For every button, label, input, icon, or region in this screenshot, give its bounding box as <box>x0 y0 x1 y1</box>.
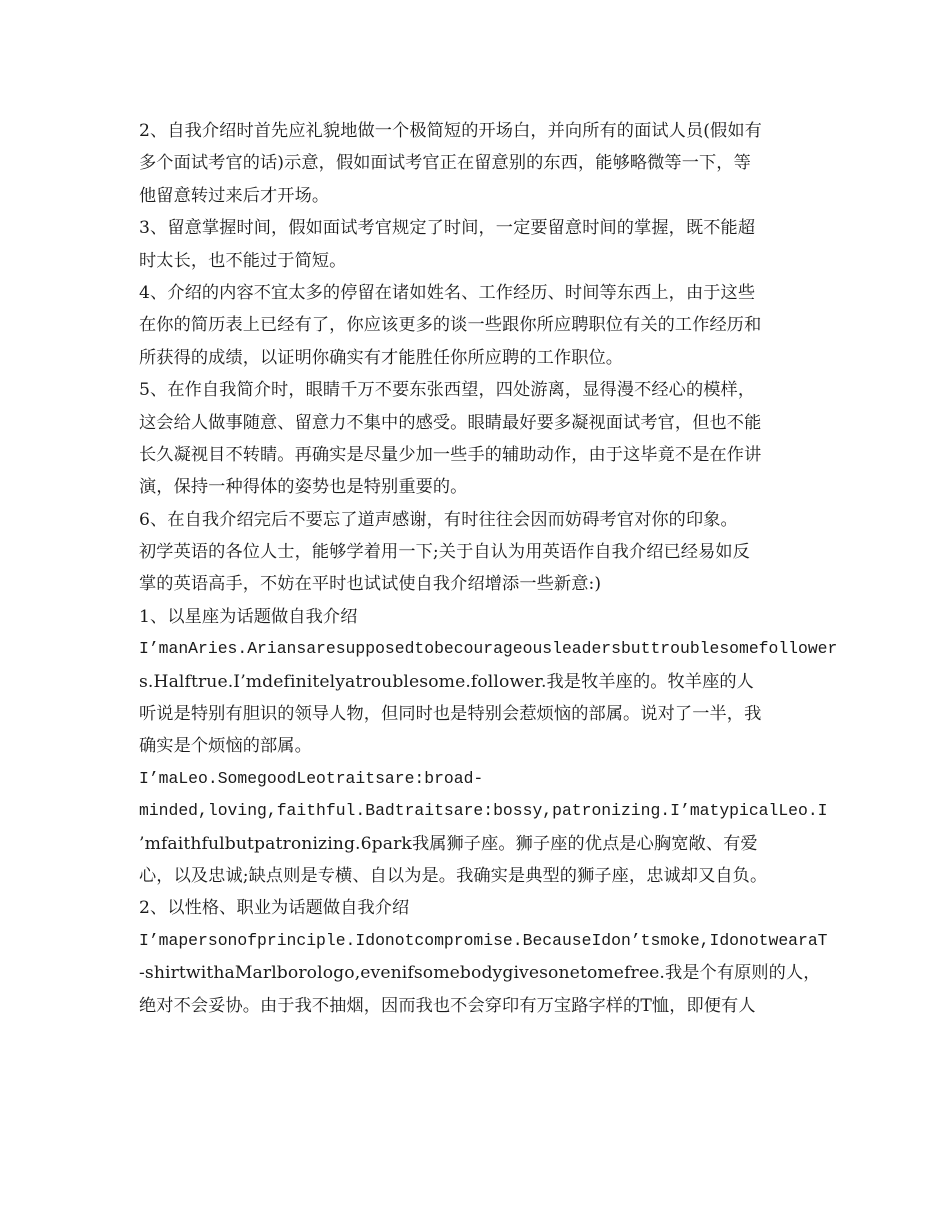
text-line: s.Halftrue.I’mdefinitelyatroublesome.follower.我是牧羊座的。牧羊座的人 <box>139 671 754 692</box>
text-line: 1、以星座为话题做自我介绍 <box>139 606 358 627</box>
text-line: 4、介绍的内容不宜太多的停留在诸如姓名、工作经历、时间等东西上，由于这些 <box>139 282 756 303</box>
text-line: 长久凝视目不转睛。再确实是尽量少加一些手的辅助动作，由于这毕竟不是在作讲 <box>139 444 762 465</box>
text-line: 初学英语的各位人士，能够学着用一下;关于自认为用英语作自我介绍已经易如反 <box>139 542 750 563</box>
text-line: 这会给人做事随意、留意力不集中的感受。眼睛最好要多凝视面试考官，但也不能 <box>139 412 762 433</box>
document-body <box>139 115 838 1022</box>
text-line: I’maLeo.SomegoodLeotraitsare:broad- <box>139 768 484 788</box>
text-line: 他留意转过来后才开场。 <box>139 185 330 206</box>
text-line: 在你的简历表上已经有了，你应该更多的谈一些跟你所应聘职位有关的工作经历和 <box>139 315 762 336</box>
text-line: 2、以性格、职业为话题做自我介绍 <box>139 898 410 919</box>
text-line: 心，以及忠诚;缺点则是专横、自以为是。我确实是典型的狮子座，忠诚却又自负。 <box>139 865 768 886</box>
text-line: 2、自我介绍时首先应礼貌地做一个极简短的开场白，并向所有的面试人员(假如有 <box>139 121 762 141</box>
text-line: 时太长，也不能过于简短。 <box>139 250 347 271</box>
text-line: 绝对不会妥协。由于我不抽烟，因而我也不会穿印有万宝路字样的T恤，即便有人 <box>139 995 756 1016</box>
text-line: 所获得的成绩，以证明你确实有才能胜任你所应聘的工作职位。 <box>139 347 624 368</box>
text-line: 确实是个烦恼的部属。 <box>139 736 312 757</box>
text-line: 听说是特别有胆识的领导人物，但同时也是特别会惹烦恼的部属。说对了一半，我 <box>139 704 762 725</box>
text-line: 掌的英语高手，不妨在平时也试试使自我介绍增添一些新意:) <box>139 574 602 595</box>
text-line: 6、在自我介绍完后不要忘了道声感谢，有时往往会因而妨碍考官对你的印象。 <box>139 509 738 530</box>
text-line: 演，保持一种得体的姿势也是特别重要的。 <box>139 477 468 498</box>
text-line: 5、在作自我简介时，眼睛千万不要东张西望，四处游离，显得漫不经心的模样， <box>139 380 756 401</box>
text-line: ’mfaithfulbutpatronizing.6park我属狮子座。狮子座的优点是心胸宽敞、有爱 <box>139 833 758 854</box>
text-line: -shirtwithaMarlborologo,evenifsomebodygivesonetomefree.我是个有原则的人， <box>139 963 821 984</box>
text-line: 3、留意掌握时间，假如面试考官规定了时间，一定要留意时间的掌握，既不能超 <box>139 218 756 239</box>
text-line: 多个面试考官的话)示意，假如面试考官正在留意别的东西，能够略微等一下，等 <box>139 153 751 174</box>
text-line: I’manAries.Ariansaresupposedtobecourageousleadersbuttroublesomefollower <box>139 639 838 659</box>
text-line: minded,loving,faithful.Badtraitsare:bossy,patronizing.I’matypicalLeo.I <box>139 801 828 821</box>
text-line: I’mapersonofprinciple.Idonotcompromise.BecauseIdon’tsmoke,IdonotwearaT <box>139 930 828 950</box>
